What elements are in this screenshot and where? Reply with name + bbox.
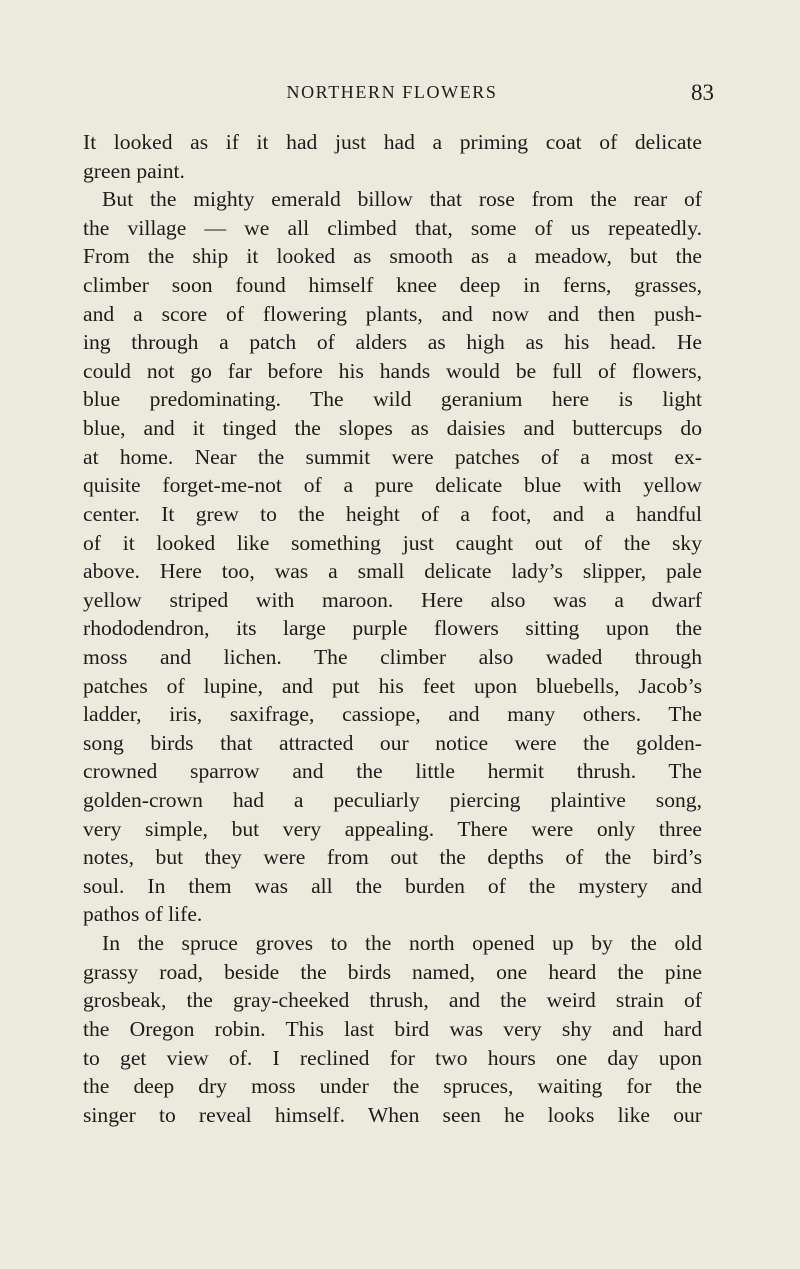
text-line: In the spruce groves to the north opened up by the old [102,931,702,956]
text-line: moss and lichen. The climber also waded through [83,644,702,669]
text-line: crowned sparrow and the little hermit thrush. The [83,759,702,784]
text-line: pathos of life. [83,902,203,927]
text-line: It looked as if it had just had a priming coat of delicate [83,130,702,154]
text-line: yellow striped with maroon. Here also was a dwarf [83,587,702,612]
text-line: to get view of. I reclined for two hours one day upon [83,1045,702,1070]
text-line: above. Here too, was a small delicate lady’s slipper, pale [83,559,702,584]
text-line: could not go far before his hands would be full of flowers, [83,358,702,383]
text-line: rhododendron, its large purple flowers sitting upon the [83,616,702,641]
text-line: at home. Near the summit were patches of a most ex- [83,444,702,469]
text-line: soul. In them was all the burden of the mystery and [83,873,702,898]
text-line: From the ship it looked as smooth as a meadow, but the [83,244,702,269]
text-line: singer to reveal himself. When seen he looks like our [83,1102,702,1127]
running-head: NORTHERN FLOWERS [286,82,498,102]
text-line: of it looked like something just caught out of the sky [83,530,702,555]
text-line: ing through a patch of alders as high as his head. He [83,330,702,355]
text-line: blue predominating. The wild geranium here is light [83,387,702,412]
text-line: grosbeak, the gray-cheeked thrush, and the weird strain of [83,988,702,1013]
text-line: But the mighty emerald billow that rose from the rear of [102,187,702,212]
text-line: the village — we all climbed that, some of us repeatedly. [83,215,702,240]
text-line: green paint. [83,158,185,183]
text-line: blue, and it tinged the slopes as daisies and buttercups do [83,416,702,441]
text-line: and a score of flowering plants, and now and then push- [83,301,702,326]
page-number: 83 [691,80,714,105]
text-line: the Oregon robin. This last bird was very shy and hard [83,1016,702,1041]
text-line: the deep dry moss under the spruces, waiting for the [83,1074,702,1099]
text-line: notes, but they were from out the depths of the bird’s [83,845,702,870]
text-line: golden-crown had a peculiarly piercing plaintive song, [83,788,702,813]
text-line: climber soon found himself knee deep in ferns, grasses, [83,273,702,298]
body-text [83,128,702,1129]
text-line: ladder, iris, saxifrage, cassiope, and many others. The [83,702,702,727]
text-line: grassy road, beside the birds named, one heard the pine [83,959,702,984]
text-line: song birds that attracted our notice were the golden- [83,730,702,755]
text-line: patches of lupine, and put his feet upon bluebells, Jacob’s [83,673,702,698]
text-line: very simple, but very appealing. There were only three [83,816,702,841]
text-line: quisite forget-me-not of a pure delicate blue with yellow [83,473,702,498]
page-header [70,80,714,110]
text-line: center. It grew to the height of a foot, and a handful [83,501,702,526]
